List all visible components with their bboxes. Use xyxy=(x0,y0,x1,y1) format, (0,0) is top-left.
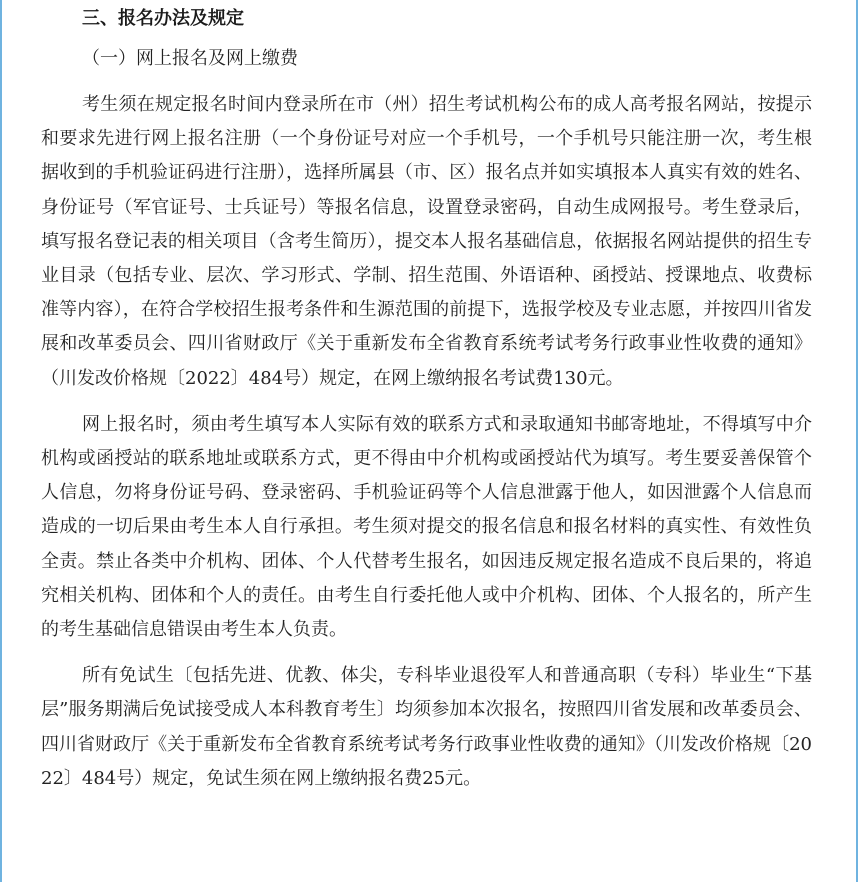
left-border xyxy=(0,0,2,882)
paragraph-contact-info-rules: 网上报名时，须由考生填写本人实际有效的联系方式和录取通知书邮寄地址，不得填写中介机构或函授站的联系地址或联系方式，更不得由中介机构或函授站代为填写。考生要妥善保管个人信息，勿将身份证号码、登录密码、手机验证码等个人信息泄露于他人，如因泄露个人信息而造成的一切后果由考生本人自行承担。考生须对提交的报名信息和报名材料的真实性、有效性负全责。禁止各类中介机构、团体、个人代替考生报名，如因违反规定报名造成不良后果的，将追究相关机构、团体和个人的责任。由考生自行委托他人或中介机构、团体、个人报名的，所产生的考生基础信息错误由考生本人负责。 xyxy=(41,413,812,641)
article-body xyxy=(41,0,812,796)
paragraph-online-registration: 考生须在规定报名时间内登录所在市（州）招生考试机构公布的成人高考报名网站，按提示和要求先进行网上报名注册（一个身份证号对应一个手机号，一个手机号只能注册一次，考生根据收到的手机验证码进行注册），选择所属县（市、区）报名点并如实填报本人真实有效的姓名、身份证号（军官证号、士兵证号）等报名信息，设置登录密码，自动生成网报号。考生登录后，填写报名登记表的相关项目（含考生简历），提交本人报名基础信息，依据报名网站提供的招生专业目录（包括专业、层次、学习形式、学制、招生范围、外语语种、函授站、授课地点、收费标准等内容），在符合学校招生报考条件和生源范围的前提下，选报学校及专业志愿，并按四川省发展和改革委员会、四川省财政厅《关于重新发布全省教育系统考试考务行政事业性收费的通知》（川发改价格规〔2022〕484号）规定，在网上缴纳报名考试费130元。 xyxy=(41,94,812,389)
subsection-heading: （一）网上报名及网上缴费 xyxy=(82,48,298,69)
section-heading: 三、报名办法及规定 xyxy=(82,8,244,29)
paragraph-exempt-students: 所有免试生〔包括先进、优教、体尖，专科毕业退役军人和普通高职（专科）毕业生“下基层”服务期满后免试接受成人本科教育考生〕均须参加本次报名，按照四川省发展和改革委员会、四川省财政厅《关于重新发布全省教育系统考试考务行政事业性收费的通知》（川发改价格规〔2022〕484号）规定，免试生须在网上缴纳报名费25元。 xyxy=(41,665,812,789)
